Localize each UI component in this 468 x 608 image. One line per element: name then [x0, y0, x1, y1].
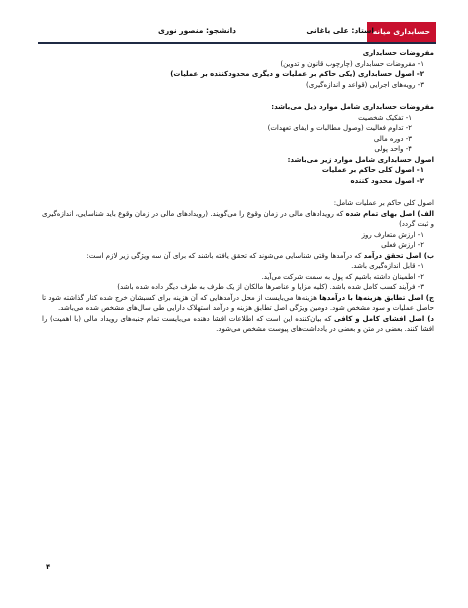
- course-title-badge: حسابداری میانه: [367, 22, 436, 42]
- teacher-name: استاد: علی باغانی: [306, 26, 374, 35]
- paragraph-heading: ب) اصل تحقق درآمد: [363, 251, 434, 260]
- paragraph-heading: الف) اصل بهای تمام شده: [345, 209, 434, 218]
- paragraph-text: که رویدادهای مالی در زمان وقوع را می‌گویند. (رویدادهای مالی در زمان وقوع باید شناسایی، اندازه‌گیری و ثبت گردد): [42, 209, 434, 228]
- paragraph-matching: [42, 293, 434, 314]
- section-title-principles: اصول حسابداری شامل موارد زیر می‌باشد:: [287, 155, 434, 164]
- list-item: ۲- اصول محدود کننده: [350, 176, 424, 185]
- paragraph-text: هزینه‌ها می‌بایست از محل درآمدهایی که آن هزینه برای کسبشان خرج شده کنار گذاشته شود تا حاصل عملیات و سود مشخص شود. دومین ویژگی اصل تطابق هزینه و درآمد استهلاک دارایی طی سال‌های مشخص شده می‌باشد.: [42, 293, 434, 312]
- student-name: دانشجو: منصور نوری: [157, 26, 236, 35]
- section-intro: اصول کلی حاکم بر عملیات شامل:: [333, 199, 434, 207]
- document-body: [42, 48, 434, 335]
- list-item: ۲- اصول حسابداری (یکی حاکم بر عملیات و دیگری محدودکننده بر عملیات): [170, 70, 424, 78]
- list-item: ۴- واحد پولی: [374, 145, 412, 153]
- list-item: ۱- تفکیک شخصیت: [358, 113, 412, 122]
- page-number: ۴: [46, 563, 51, 571]
- list-item: ۱- اصول کلی حاکم بر عملیات: [321, 166, 424, 174]
- section-title-assumptions: مفروضات حسابداری: [362, 49, 434, 57]
- page-header: [38, 22, 436, 44]
- list-item: ۱- ارزش متعارف روز: [361, 230, 424, 239]
- paragraph-full-disclosure: [42, 314, 434, 335]
- paragraph-text: که بیان‌کننده این است که اطلاعات افشا دهنده می‌بایست تمام جنبه‌های رویداد مالی (با اهمیت) را افشا کنند. بعضی در متن و بعضی در یادداشت‌های پیوست مشخص می‌شود.: [42, 314, 434, 333]
- list-item: ۲- تداوم فعالیت (وصول مطالبات و ایفای تعهدات): [267, 124, 412, 132]
- list-item: ۲- اطمینان داشته باشیم که پول به سمت شرکت می‌آید.: [261, 272, 424, 281]
- list-item: ۳- فرآیند کسب کامل شده باشد. (کلیه مزایا و عناصرها مالکان از یک طرف به طرف دیگر داده شده باشد): [117, 283, 424, 291]
- list-item: ۱- قابل اندازه‌گیری باشد.: [351, 262, 424, 270]
- list-item: ۳- دوره مالی: [373, 134, 412, 143]
- paragraph-historical-cost: [42, 209, 434, 230]
- list-item: ۲- ارزش فعلی: [381, 241, 424, 249]
- paragraph-text: که درآمدها وقتی شناسایی می‌شوند که تحقق یافته باشند که برای آن سه ویژگی زیر لازم است:: [86, 251, 364, 260]
- list-item: ۱- مفروضات حسابداری (چارچوب قانون و تدوین): [280, 59, 424, 68]
- paragraph-heading: ج) اصل تطابق هزینه‌ها با درآمدها: [319, 293, 434, 302]
- paragraph-heading: د) اصل افشای کامل و کافی: [333, 314, 434, 323]
- list-item: ۳- رویه‌های اجرایی (قواعد و اندازه‌گیری): [306, 80, 424, 89]
- paragraph-revenue-recognition: [42, 251, 434, 262]
- section-title-assumptions-list: مفروضات حسابداری شامل موارد ذیل می‌باشد:: [271, 103, 434, 111]
